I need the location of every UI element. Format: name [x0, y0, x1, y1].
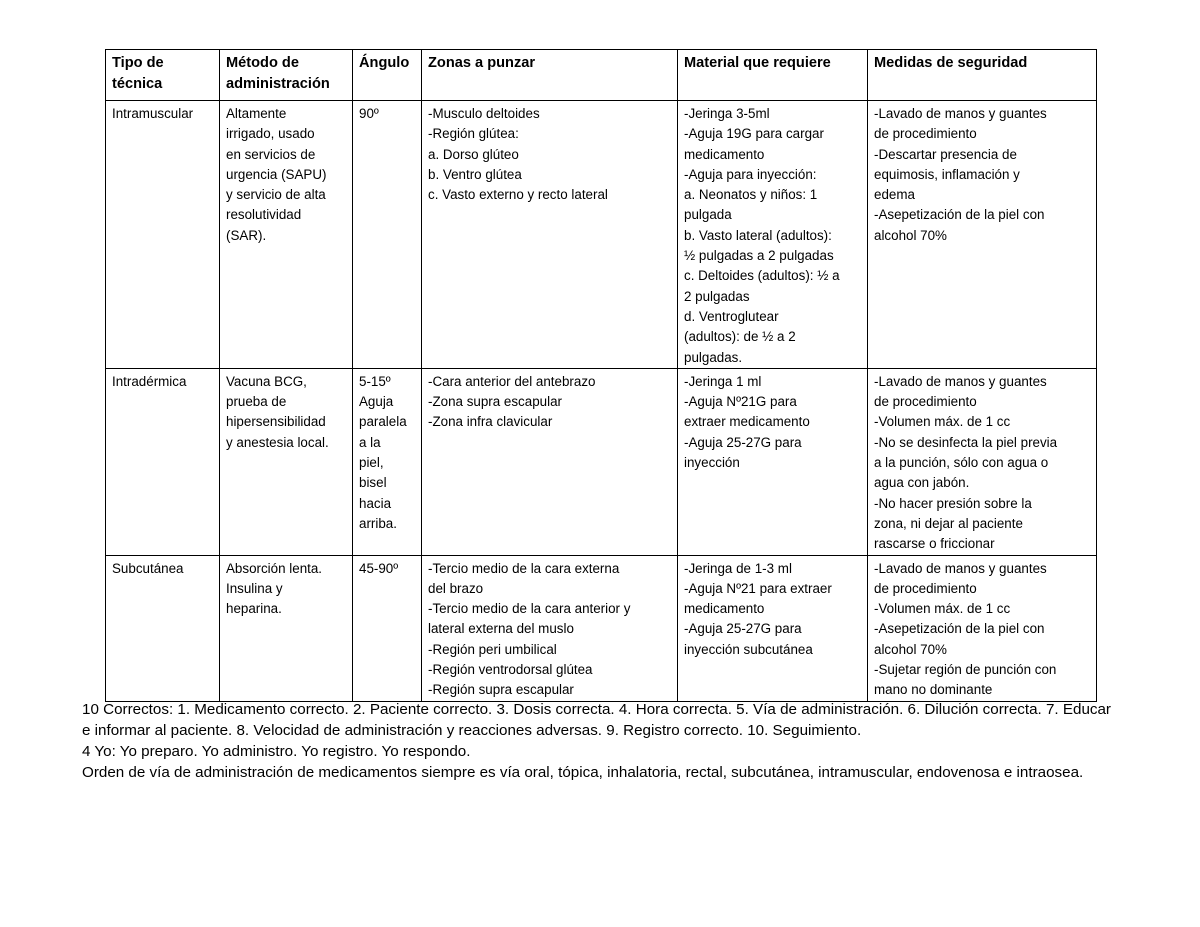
cell-line: resolutividad	[226, 207, 302, 223]
cell-line: equimosis, inflamación y	[874, 166, 1020, 182]
cell-line: edema	[874, 187, 915, 203]
table-row	[106, 555, 1097, 701]
cell-medidas	[868, 368, 1097, 555]
note-4-yo: 4 Yo: Yo preparo. Yo administro. Yo registro. Yo respondo.	[82, 743, 471, 760]
cell-line: ½ pulgadas a 2 pulgadas	[684, 248, 834, 264]
cell-line: 5-15º	[359, 373, 391, 389]
cell-line: heparina.	[226, 601, 282, 617]
footer-notes	[82, 699, 1122, 783]
cell-line: del brazo	[428, 580, 484, 596]
table-row	[106, 101, 1097, 369]
header-medidas-seguridad: Medidas de seguridad	[868, 50, 1097, 101]
cell-line: -Volumen máx. de 1 cc	[874, 601, 1011, 617]
cell-line: -Aguja para inyección:	[684, 166, 817, 182]
cell-line: -Lavado de manos y guantes	[874, 560, 1047, 576]
cell-line: -Región glútea:	[428, 126, 519, 142]
table-row	[106, 368, 1097, 555]
cell-line: -Aguja Nº21G para	[684, 394, 797, 410]
cell-line: -Aguja 25-27G para	[684, 434, 802, 450]
cell-tipo-tecnica	[106, 101, 220, 369]
cell-line: medicamento	[684, 601, 765, 617]
cell-line: alcohol 70%	[874, 641, 947, 657]
cell-line: -Cara anterior del antebrazo	[428, 373, 596, 389]
cell-medidas	[868, 555, 1097, 701]
cell-line: -No hacer presión sobre la	[874, 495, 1032, 511]
cell-line: en servicios de	[226, 146, 316, 162]
cell-zonas	[422, 368, 678, 555]
cell-line: (SAR).	[226, 227, 267, 243]
cell-line: arriba.	[359, 515, 397, 531]
cell-line: -Zona supra escapular	[428, 394, 562, 410]
header-tipo-tecnica: Tipo de técnica	[106, 50, 220, 101]
cell-line: -Jeringa 3-5ml	[684, 106, 770, 121]
cell-line: b. Vasto lateral (adultos):	[684, 227, 832, 243]
note-10-correctos: 10 Correctos: 1. Medicamento correcto. 2. Paciente correcto. 3. Dosis correcta. 4. Hora correcta. 5. Vía de administración. 6. Dilución correcta. 7. Educar e informar al paciente. 8. Velocidad de administración y reacciones adversas. 9. Registro correcto. 10. Seguimiento.	[82, 701, 1111, 739]
cell-line: pulgada	[684, 207, 732, 223]
cell-line: -Asepetización de la piel con	[874, 621, 1045, 637]
cell-line: agua con jabón.	[874, 475, 970, 491]
cell-line: -Región peri umbilical	[428, 641, 557, 657]
cell-line: de procedimiento	[874, 126, 977, 142]
cell-line: Altamente	[226, 106, 287, 121]
cell-line: extraer medicamento	[684, 414, 810, 430]
note-orden-via: Orden de vía de administración de medicamentos siempre es vía oral, tópica, inhalatoria, rectal, subcutánea, intramuscular, endovenosa e intraosea.	[82, 764, 1084, 781]
cell-line: -Sujetar región de punción con	[874, 662, 1057, 678]
cell-line: -Volumen máx. de 1 cc	[874, 414, 1011, 430]
cell-line: -Lavado de manos y guantes	[874, 373, 1047, 389]
cell-line: urgencia (SAPU)	[226, 166, 327, 182]
cell-line: inyección subcutánea	[684, 641, 813, 657]
cell-line: a. Neonatos y niños: 1	[684, 187, 818, 203]
table-body	[106, 101, 1097, 702]
cell-line: alcohol 70%	[874, 227, 947, 243]
cell-line: -Aguja 19G para cargar	[684, 126, 824, 142]
cell-line: -Tercio medio de la cara anterior y	[428, 601, 631, 617]
cell-line: lateral externa del muslo	[428, 621, 574, 637]
cell-line: de procedimiento	[874, 394, 977, 410]
cell-zonas	[422, 555, 678, 701]
cell-line: -Aguja Nº21 para extraer	[684, 580, 832, 596]
cell-line: Vacuna BCG,	[226, 373, 307, 389]
cell-material	[678, 368, 868, 555]
cell-line: y anestesia local.	[226, 434, 329, 450]
cell-line: y servicio de alta	[226, 187, 326, 203]
cell-line: -Tercio medio de la cara externa	[428, 560, 620, 576]
cell-line: prueba de	[226, 394, 287, 410]
cell-line: a. Dorso glúteo	[428, 146, 519, 162]
cell-line: irrigado, usado	[226, 126, 315, 142]
cell-line: Absorción lenta.	[226, 560, 323, 576]
cell-line: -No se desinfecta la piel previa	[874, 434, 1058, 450]
cell-line: b. Ventro glútea	[428, 166, 522, 182]
cell-line: c. Deltoides (adultos): ½ a	[684, 268, 840, 284]
cell-line: -Jeringa 1 ml	[684, 373, 762, 389]
cell-tipo-tecnica	[106, 555, 220, 701]
cell-line: -Zona infra clavicular	[428, 414, 553, 430]
cell-line: d. Ventroglutear	[684, 308, 779, 324]
cell-metodo	[220, 101, 353, 369]
header-metodo-administracion: Método de administración	[220, 50, 353, 101]
cell-line: rascarse o friccionar	[874, 536, 995, 552]
cell-line: 90º	[359, 106, 379, 121]
cell-line: pulgadas.	[684, 349, 743, 365]
cell-angulo	[353, 101, 422, 369]
cell-line: bisel	[359, 475, 387, 491]
cell-line: -Jeringa de 1-3 ml	[684, 560, 792, 576]
header-zonas-punzar: Zonas a punzar	[422, 50, 678, 101]
administration-techniques-table	[105, 49, 1097, 702]
cell-line: (adultos): de ½ a 2	[684, 329, 796, 345]
table-header-row	[106, 50, 1097, 101]
cell-line: piel,	[359, 455, 384, 471]
cell-line: mano no dominante	[874, 682, 993, 698]
cell-line: 2 pulgadas	[684, 288, 750, 304]
cell-line: inyección	[684, 455, 740, 471]
header-material: Material que requiere	[678, 50, 868, 101]
cell-line: Aguja	[359, 394, 394, 410]
cell-line: a la punción, sólo con agua o	[874, 455, 1049, 471]
cell-line: Intradérmica	[112, 373, 187, 389]
cell-line: hacia	[359, 495, 392, 511]
cell-tipo-tecnica	[106, 368, 220, 555]
cell-line: Insulina y	[226, 580, 283, 596]
cell-line: Subcutánea	[112, 560, 184, 576]
cell-metodo	[220, 555, 353, 701]
cell-line: a la	[359, 434, 381, 450]
cell-material	[678, 101, 868, 369]
cell-angulo	[353, 555, 422, 701]
cell-angulo	[353, 368, 422, 555]
cell-line: -Musculo deltoides	[428, 106, 540, 121]
cell-line: -Asepetización de la piel con	[874, 207, 1045, 223]
cell-line: paralela	[359, 414, 407, 430]
cell-line: de procedimiento	[874, 580, 977, 596]
cell-zonas	[422, 101, 678, 369]
header-angulo: Ángulo	[353, 50, 422, 101]
cell-line: -Aguja 25-27G para	[684, 621, 802, 637]
cell-medidas	[868, 101, 1097, 369]
cell-line: Intramuscular	[112, 106, 194, 121]
cell-line: c. Vasto externo y recto lateral	[428, 187, 608, 203]
cell-line: medicamento	[684, 146, 765, 162]
cell-line: -Lavado de manos y guantes	[874, 106, 1047, 121]
cell-line: 45-90º	[359, 560, 399, 576]
cell-line: -Región ventrodorsal glútea	[428, 662, 593, 678]
cell-line: zona, ni dejar al paciente	[874, 515, 1023, 531]
cell-line: -Región supra escapular	[428, 682, 574, 698]
cell-metodo	[220, 368, 353, 555]
cell-line: hipersensibilidad	[226, 414, 326, 430]
cell-line: -Descartar presencia de	[874, 146, 1017, 162]
cell-material	[678, 555, 868, 701]
